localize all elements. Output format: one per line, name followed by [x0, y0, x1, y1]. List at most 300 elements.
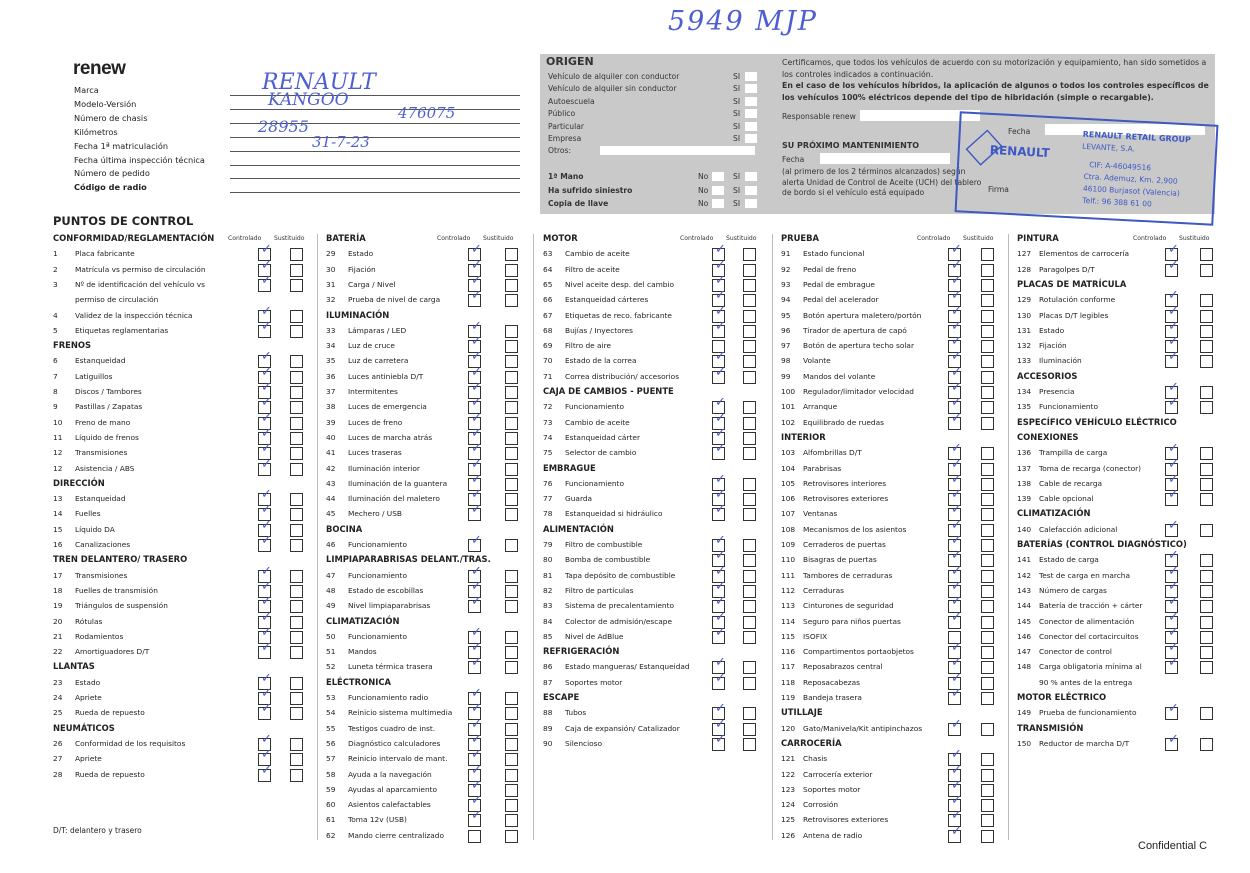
checklist-item [1017, 494, 1093, 503]
item-number: 24 [53, 693, 63, 702]
sustituido-checkbox[interactable] [290, 646, 303, 659]
sustituido-checkbox[interactable] [743, 570, 756, 583]
check-mark-icon: ✓ [1168, 441, 1179, 457]
check-mark-icon: ✓ [951, 578, 962, 594]
checklist-item [543, 708, 586, 717]
mant-fecha-field[interactable] [820, 153, 950, 164]
checklist-item [543, 509, 663, 518]
sustituido-checkbox[interactable] [290, 310, 303, 323]
item-label: Filtro de combustible [565, 540, 643, 549]
checklist-item [781, 571, 892, 580]
sustituido-checkbox[interactable] [981, 723, 994, 736]
origen-si-checkbox[interactable] [745, 84, 757, 93]
sustituido-checkbox[interactable] [981, 340, 994, 353]
sustituido-checkbox[interactable] [505, 340, 518, 353]
sustituido-checkbox[interactable] [743, 248, 756, 261]
sustituido-checkbox[interactable] [981, 570, 994, 583]
item-label: ISOFIX [803, 631, 828, 641]
item-number: 6 [53, 356, 58, 366]
sustituido-checkbox[interactable] [981, 493, 994, 506]
checklist-item [1017, 617, 1134, 626]
sustituido-checkbox[interactable] [981, 769, 994, 782]
sustituido-checkbox[interactable] [505, 830, 518, 843]
checklist-item [326, 356, 408, 365]
checklist-item [326, 815, 407, 824]
sustituido-checkbox[interactable] [981, 279, 994, 292]
sustituido-checkbox[interactable] [290, 248, 303, 261]
sustituido-checkbox[interactable] [981, 417, 994, 430]
item-label: permiso de circulación [75, 295, 159, 305]
check-mark-icon: ✓ [715, 303, 726, 319]
check-mark-icon: ✓ [471, 456, 482, 472]
sustituido-checkbox[interactable] [290, 616, 303, 629]
sustituido-checkbox[interactable] [743, 600, 756, 613]
controlado-checkbox[interactable] [468, 830, 481, 843]
field-value[interactable]: KANGOO [268, 90, 349, 110]
checklist-item [1017, 647, 1112, 656]
sustituido-checkbox[interactable] [981, 294, 994, 307]
item-number: 118 [781, 677, 796, 687]
sustituido-checkbox[interactable] [743, 554, 756, 567]
sustituido-checkbox[interactable] [1200, 524, 1213, 537]
sustituido-checkbox[interactable] [743, 294, 756, 307]
item-number: 144 [1017, 601, 1032, 611]
sustituido-checkbox[interactable] [1200, 386, 1213, 399]
check-mark-icon: ✓ [261, 364, 272, 380]
sustituido-checkbox[interactable] [290, 447, 303, 460]
field-value[interactable]: 31-7-23 [312, 133, 370, 151]
sustituido-checkbox[interactable] [290, 386, 303, 399]
sustituido-checkbox[interactable] [981, 799, 994, 812]
sustituido-checkbox[interactable] [1200, 600, 1213, 613]
sustituido-checkbox[interactable] [290, 585, 303, 598]
sustituido-checkbox[interactable] [505, 539, 518, 552]
item-label: Gato/Manivela/Kit antipinchazos [803, 723, 923, 733]
certifico-text: Certificamos, que todos los vehículos de acuerdo con su motorización y equipamiento, han sido sometidos a los controles indicados a continuación. [782, 58, 1207, 79]
sustituido-checkbox[interactable] [981, 310, 994, 323]
sustituido-checkbox[interactable] [743, 371, 756, 384]
item-label: Paragolpes D/T [1039, 264, 1095, 274]
checklist-item [326, 479, 447, 488]
sustituido-checkbox[interactable] [505, 432, 518, 445]
sustituido-checkbox[interactable] [981, 585, 994, 598]
sustituido-checkbox[interactable] [505, 248, 518, 261]
sustituido-checkbox[interactable] [505, 325, 518, 338]
sustituido-checkbox[interactable] [743, 707, 756, 720]
item-number: 134 [1017, 387, 1032, 396]
sustituido-checkbox[interactable] [505, 401, 518, 414]
item-number: 61 [326, 815, 336, 825]
checklist-item [543, 724, 680, 733]
check-mark-icon: ✓ [951, 471, 962, 487]
sustituido-checkbox[interactable] [1200, 738, 1213, 751]
sustituido-checkbox[interactable] [290, 753, 303, 766]
checklist-item [781, 525, 906, 534]
check-mark-icon: ✓ [471, 624, 482, 640]
sustituido-checkbox[interactable] [743, 340, 756, 353]
sustituido-checkbox[interactable] [1200, 355, 1213, 368]
field-label: Kilómetros [74, 126, 118, 137]
item-number: 14 [53, 509, 63, 519]
sustituido-checkbox[interactable] [981, 264, 994, 277]
sustituido-checkbox[interactable] [1200, 325, 1213, 338]
item-label: Iluminación de la guantera [348, 478, 448, 488]
sustituido-checkbox[interactable] [505, 753, 518, 766]
origen-si-checkbox[interactable] [745, 122, 757, 131]
item-number: 53 [326, 693, 336, 702]
fecha-label: Fecha [1008, 127, 1031, 136]
sustituido-checkbox[interactable] [290, 600, 303, 613]
sustituido-checkbox[interactable] [1200, 493, 1213, 506]
sustituido-checkbox[interactable] [743, 279, 756, 292]
check-mark-icon: ✓ [471, 701, 482, 717]
origen-si-checkbox[interactable] [745, 72, 757, 81]
check-mark-icon: ✓ [471, 380, 482, 395]
col-controlado-header: Controlado [228, 235, 262, 242]
item-label: Iluminación [1039, 356, 1082, 366]
sustituido-checkbox[interactable] [743, 478, 756, 491]
item-number: 98 [781, 356, 791, 366]
si-checkbox[interactable] [745, 186, 757, 195]
check-mark-icon: ✓ [715, 471, 726, 487]
item-number: 57 [326, 754, 336, 764]
check-mark-icon: ✓ [715, 701, 726, 717]
no-checkbox[interactable] [712, 186, 724, 195]
item-number: 92 [781, 264, 791, 274]
checklist-item [53, 678, 100, 687]
item-label: Antena de radio [803, 830, 863, 840]
si-checkbox[interactable] [745, 199, 757, 208]
checklist-item [781, 509, 837, 518]
sustituido-checkbox[interactable] [290, 631, 303, 644]
checklist-item [1017, 249, 1129, 258]
sustituido-checkbox[interactable] [743, 310, 756, 323]
origen-si-checkbox[interactable] [745, 134, 757, 143]
checklist-item [53, 647, 149, 656]
item-number: 138 [1017, 478, 1032, 488]
sustituido-checkbox[interactable] [981, 677, 994, 690]
sustituido-checkbox[interactable] [743, 325, 756, 338]
sustituido-checkbox[interactable] [743, 417, 756, 430]
check-mark-icon: ✓ [951, 288, 962, 304]
item-label: Fuelles de transmisión [75, 585, 158, 595]
field-value[interactable]: 28955 [258, 117, 309, 136]
check-mark-icon: ✓ [261, 318, 272, 334]
sustituido-checkbox[interactable] [743, 493, 756, 506]
sustituido-checkbox[interactable] [1200, 631, 1213, 644]
sustituido-checkbox[interactable] [981, 784, 994, 797]
sustituido-checkbox[interactable] [505, 355, 518, 368]
sustituido-checkbox[interactable] [981, 631, 994, 644]
checklist-item [326, 295, 440, 304]
sustituido-checkbox[interactable] [290, 539, 303, 552]
check-mark-icon: ✓ [715, 670, 726, 686]
sustituido-checkbox[interactable] [1200, 248, 1213, 261]
no-checkbox[interactable] [712, 199, 724, 208]
sustituido-checkbox[interactable] [1200, 340, 1213, 353]
sustituido-checkbox[interactable] [505, 723, 518, 736]
section-header: NEUMÁTICOS [53, 722, 115, 733]
checklist-item [326, 494, 440, 503]
field-value[interactable]: 476075 [398, 104, 456, 122]
check-mark-icon: ✓ [1168, 395, 1179, 411]
sustituido-checkbox[interactable] [743, 631, 756, 644]
sustituido-checkbox[interactable] [505, 371, 518, 384]
sustituido-checkbox[interactable] [743, 738, 756, 751]
item-label: Lámparas / LED [348, 325, 407, 335]
otros-field[interactable] [600, 146, 755, 155]
item-number: 48 [326, 585, 336, 595]
dealer-stamp [955, 111, 1219, 225]
sustituido-checkbox[interactable] [290, 279, 303, 292]
sustituido-checkbox[interactable] [1200, 463, 1213, 476]
item-number: 29 [326, 249, 336, 259]
item-label: Canalizaciones [75, 540, 131, 549]
sustituido-checkbox[interactable] [981, 401, 994, 414]
sustituido-checkbox[interactable] [743, 508, 756, 521]
item-label: Iluminación del maletero [348, 494, 440, 504]
section-header: EMBRAGUE [543, 462, 596, 473]
checklist-item [326, 647, 377, 656]
check-mark-icon: ✓ [715, 364, 726, 380]
sustituido-checkbox[interactable] [981, 830, 994, 843]
sustituido-checkbox[interactable] [743, 585, 756, 598]
sustituido-checkbox[interactable] [981, 600, 994, 613]
sustituido-checkbox[interactable] [743, 539, 756, 552]
item-number: 106 [781, 494, 796, 504]
field-label: Modelo-Versión [74, 98, 137, 109]
sustituido-checkbox[interactable] [981, 325, 994, 338]
sustituido-checkbox[interactable] [981, 508, 994, 521]
checklist-item [326, 632, 407, 641]
sustituido-checkbox[interactable] [981, 814, 994, 827]
sustituido-checkbox[interactable] [505, 738, 518, 751]
section-header: CONEXIONES [1017, 431, 1079, 442]
sustituido-checkbox[interactable] [743, 264, 756, 277]
checklist-item [53, 693, 102, 702]
item-number: 148 [1017, 662, 1032, 672]
sustituido-checkbox[interactable] [1200, 661, 1213, 674]
item-number: 37 [326, 387, 336, 396]
sustituido-checkbox[interactable] [290, 463, 303, 476]
sustituido-checkbox[interactable] [1200, 585, 1213, 598]
si-checkbox[interactable] [745, 172, 757, 181]
sustituido-checkbox[interactable] [981, 539, 994, 552]
item-label: Carrocería exterior [803, 769, 873, 779]
sustituido-checkbox[interactable] [290, 371, 303, 384]
item-label: Filtro de partículas [565, 585, 634, 595]
item-number: 41 [326, 448, 336, 458]
item-label: Apriete [75, 754, 102, 764]
sustituido-checkbox[interactable] [743, 401, 756, 414]
sustituido-checkbox[interactable] [981, 753, 994, 766]
sustituido-checkbox[interactable] [505, 386, 518, 399]
check-mark-icon: ✓ [1168, 288, 1179, 304]
checklist-item [781, 402, 837, 411]
item-number: 49 [326, 601, 336, 611]
sustituido-checkbox[interactable] [1200, 646, 1213, 659]
sustituido-checkbox[interactable] [290, 707, 303, 720]
no-checkbox[interactable] [712, 172, 724, 181]
check-mark-icon: ✓ [471, 242, 482, 258]
sustituido-checkbox[interactable] [505, 661, 518, 674]
origen-row-label: Empresa [548, 134, 582, 143]
section-header: PINTURA [1017, 233, 1059, 243]
checklist-item [543, 280, 674, 289]
sustituido-checkbox[interactable] [505, 570, 518, 583]
item-number: 149 [1017, 708, 1032, 718]
col-controlado-header: Controlado [680, 235, 714, 242]
sustituido-checkbox[interactable] [1200, 310, 1213, 323]
item-label: Prueba de funcionamiento [1039, 708, 1137, 718]
sustituido-checkbox[interactable] [290, 432, 303, 445]
sustituido-checkbox[interactable] [981, 371, 994, 384]
item-label: Líquido de frenos [75, 432, 139, 442]
check-mark-icon: ✓ [261, 502, 272, 518]
item-number: 5 [53, 325, 58, 335]
check-mark-icon: ✓ [471, 777, 482, 793]
sustituido-checkbox[interactable] [1200, 707, 1213, 720]
sustituido-checkbox[interactable] [743, 447, 756, 460]
checklist-item [326, 249, 373, 258]
sustituido-checkbox[interactable] [505, 799, 518, 812]
check-mark-icon: ✓ [1168, 655, 1179, 671]
sustituido-checkbox[interactable] [505, 814, 518, 827]
item-number: 72 [543, 402, 553, 412]
checklist-item [326, 754, 447, 763]
sustituido-checkbox[interactable] [743, 661, 756, 674]
checklist-item [543, 494, 592, 503]
sustituido-checkbox[interactable] [505, 631, 518, 644]
item-label: Parabrisas [803, 463, 842, 473]
item-label: Cable opcional [1039, 494, 1094, 504]
item-label: Mando cierre centralizado [348, 830, 444, 840]
sustituido-checkbox[interactable] [505, 279, 518, 292]
sustituido-checkbox[interactable] [743, 677, 756, 690]
sustituido-checkbox[interactable] [981, 646, 994, 659]
sustituido-checkbox[interactable] [290, 325, 303, 338]
sustituido-checkbox[interactable] [1200, 554, 1213, 567]
sustituido-checkbox[interactable] [505, 294, 518, 307]
sustituido-checkbox[interactable] [1200, 294, 1213, 307]
item-number: 128 [1017, 264, 1032, 274]
item-label: Retrovisores exteriores [803, 815, 889, 825]
checklist-item [1017, 448, 1107, 457]
item-number: 110 [781, 555, 796, 565]
sustituido-checkbox[interactable] [505, 264, 518, 277]
sustituido-checkbox[interactable] [981, 692, 994, 705]
sustituido-checkbox[interactable] [505, 585, 518, 598]
origen-si-checkbox[interactable] [745, 109, 757, 118]
sustituido-checkbox[interactable] [981, 447, 994, 460]
check-mark-icon: ✓ [715, 425, 726, 441]
item-number: 80 [543, 555, 553, 565]
item-label: Mandos [348, 647, 377, 657]
item-label: Toma de recarga (conector) [1039, 463, 1142, 473]
item-label: Volante [803, 356, 831, 366]
sustituido-checkbox[interactable] [1200, 616, 1213, 629]
field-value[interactable]: RENAULT [262, 70, 376, 95]
sustituido-checkbox[interactable] [505, 508, 518, 521]
item-number: 64 [543, 264, 553, 274]
item-number: 126 [781, 830, 796, 840]
checklist-item [781, 295, 879, 304]
item-number: 142 [1017, 570, 1032, 580]
checklist-item [781, 785, 860, 794]
sustituido-checkbox[interactable] [290, 769, 303, 782]
sustituido-checkbox[interactable] [290, 738, 303, 751]
checklist-item [53, 739, 185, 748]
sustituido-checkbox[interactable] [505, 493, 518, 506]
check-mark-icon: ✓ [1168, 578, 1179, 594]
item-number: 81 [543, 570, 553, 580]
item-number: 33 [326, 325, 336, 335]
renew-logo: renew [73, 58, 126, 79]
sustituido-checkbox[interactable] [981, 524, 994, 537]
sustituido-checkbox[interactable] [1200, 264, 1213, 277]
checklist-item [53, 295, 158, 304]
sustituido-checkbox[interactable] [1200, 401, 1213, 414]
sustituido-checkbox[interactable] [505, 784, 518, 797]
sustituido-checkbox[interactable] [290, 692, 303, 705]
section-header: PLACAS DE MATRÍCULA [1017, 278, 1127, 289]
sustituido-checkbox[interactable] [505, 769, 518, 782]
sustituido-checkbox[interactable] [743, 432, 756, 445]
sustituido-checkbox[interactable] [1200, 447, 1213, 460]
sustituido-checkbox[interactable] [505, 707, 518, 720]
sustituido-checkbox[interactable] [505, 692, 518, 705]
sustituido-checkbox[interactable] [981, 616, 994, 629]
sustituido-checkbox[interactable] [290, 264, 303, 277]
sustituido-checkbox[interactable] [1200, 478, 1213, 491]
sustituido-checkbox[interactable] [1200, 570, 1213, 583]
item-number: 87 [543, 677, 553, 687]
origen-si-checkbox[interactable] [745, 97, 757, 106]
checklist-item [326, 341, 395, 350]
sustituido-checkbox[interactable] [290, 417, 303, 430]
sustituido-checkbox[interactable] [290, 508, 303, 521]
sustituido-checkbox[interactable] [981, 463, 994, 476]
sustituido-checkbox[interactable] [981, 661, 994, 674]
hibridos-text: En el caso de los vehículos híbridos, la aplicación de algunos o todos los controles específicos de los vehículos 100% eléctricos depende del tipo de hibridación (simple o recargable). [782, 81, 1209, 102]
sustituido-checkbox[interactable] [981, 355, 994, 368]
sustituido-checkbox[interactable] [743, 616, 756, 629]
item-number: 31 [326, 279, 336, 289]
item-number: 121 [781, 754, 796, 764]
sustituido-checkbox[interactable] [290, 570, 303, 583]
sustituido-checkbox[interactable] [505, 417, 518, 430]
sustituido-checkbox[interactable] [505, 646, 518, 659]
sustituido-checkbox[interactable] [290, 677, 303, 690]
sustituido-checkbox[interactable] [743, 723, 756, 736]
check-mark-icon: ✓ [471, 808, 482, 824]
item-label: Estado [75, 677, 101, 687]
sustituido-checkbox[interactable] [981, 386, 994, 399]
sustituido-checkbox[interactable] [505, 478, 518, 491]
sustituido-checkbox[interactable] [505, 447, 518, 460]
sustituido-checkbox[interactable] [290, 524, 303, 537]
sustituido-checkbox[interactable] [290, 355, 303, 368]
sustituido-checkbox[interactable] [290, 401, 303, 414]
sustituido-checkbox[interactable] [505, 600, 518, 613]
sustituido-checkbox[interactable] [290, 493, 303, 506]
sustituido-checkbox[interactable] [981, 478, 994, 491]
sustituido-checkbox[interactable] [505, 463, 518, 476]
section-header: MOTOR ELÉCTRICO [1017, 692, 1107, 702]
sustituido-checkbox[interactable] [743, 355, 756, 368]
sustituido-checkbox[interactable] [981, 554, 994, 567]
sustituido-checkbox[interactable] [981, 248, 994, 261]
